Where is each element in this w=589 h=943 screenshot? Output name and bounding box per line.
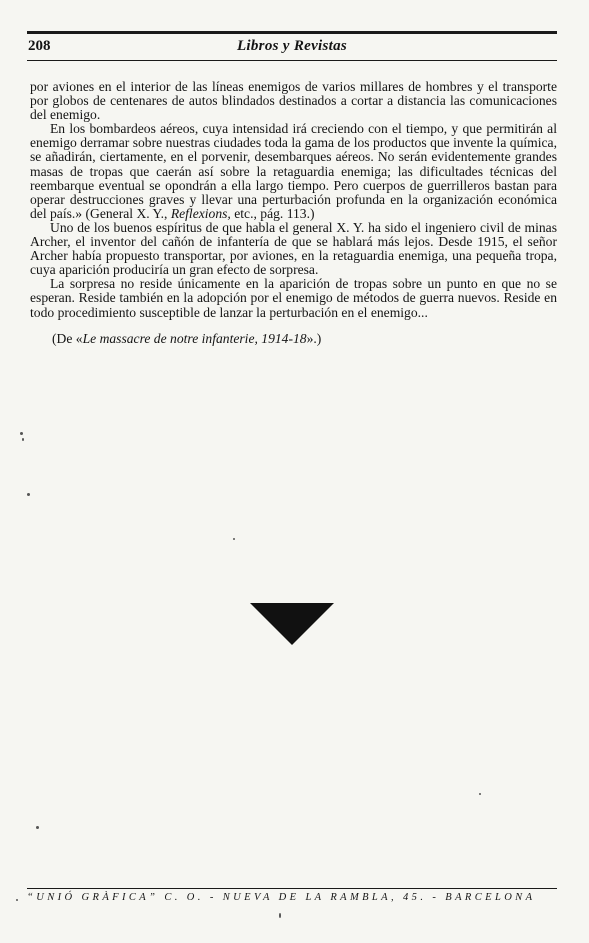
paragraph-2-citation: etc., pág. 113.) [230, 205, 315, 221]
paragraph-2-text: En los bombardeos aéreos, cuya intensidad irá creciendo con el tiempo, y que permitirán al enemigo derramar sobre nuestras ciudades toda la gama de los productos que invente la química, se añadirán, ciertamente, en el porvenir, desembarques aéreos. No serán evidentemente grandes masas de tropas que caerán así sobre la retaguardia enemiga; las dificultades técnicas del reembarque eventual se opondrán a ella largo tiempo. Pero cuerpos de guerrilleros bastan para operar destrucciones graves y llevar una perturbación profunda en la organización económica del país.» (General X. Y., [30, 121, 557, 221]
paper-speck [16, 899, 18, 901]
source-prefix: (De « [52, 330, 83, 346]
paragraph-4-text: La sorpresa no reside únicamente en la aparición de tropas sobre un punto en que no se esperan. Reside también en la adopción por el enemigo de métodos de guerra nuevos. Reside en todo procedimiento susceptible de lanzar la perturbación en el enemigo... [30, 276, 557, 320]
source-suffix: ».) [306, 330, 322, 346]
page-header [27, 31, 557, 61]
running-title: Libros y Revistas [236, 38, 348, 54]
end-of-article-triangle-icon [250, 603, 334, 645]
paper-speck [20, 432, 23, 435]
page-number: 208 [28, 38, 51, 54]
paper-speck [22, 438, 24, 441]
paper-speck [479, 793, 481, 795]
paragraph-1-text: por aviones en el interior de las líneas enemigos de varios millares de hombres y el transporte por globos de centenares de autos blindados destinados a cortar a distancia las comunicaciones del enemigo. [30, 79, 557, 123]
source-title: Le massacre de notre infanterie, 1914-18 [82, 330, 307, 346]
paper-speck [233, 538, 235, 540]
footer-rule [27, 888, 557, 889]
paragraph-4 [30, 277, 557, 319]
paper-speck [279, 913, 281, 918]
paragraph-2 [30, 122, 557, 221]
paper-speck [36, 826, 39, 829]
source-citation [30, 332, 557, 346]
paragraph-1 [30, 80, 557, 122]
printer-imprint: “UNIÓ GRÀFICA” C. O. - NUEVA DE LA RAMBLA, 45. - BARCELONA [27, 892, 536, 903]
paragraph-3-text: Uno de los buenos espíritus de que habla el general X. Y. ha sido el ingeniero civil de minas Archer, el inventor del cañón de infantería de que se hablará más lejos. Desde 1915, el señor Archer había propuesto transportar, por aviones, en la retaguardia enemiga, una pequeña tropa, cuya aparición produciría un gran efecto de sorpresa. [30, 219, 557, 278]
book-title-reflexions: Reflexions, [170, 205, 231, 221]
paragraph-3 [30, 221, 557, 277]
paper-speck [27, 493, 30, 496]
body-text [30, 80, 557, 346]
